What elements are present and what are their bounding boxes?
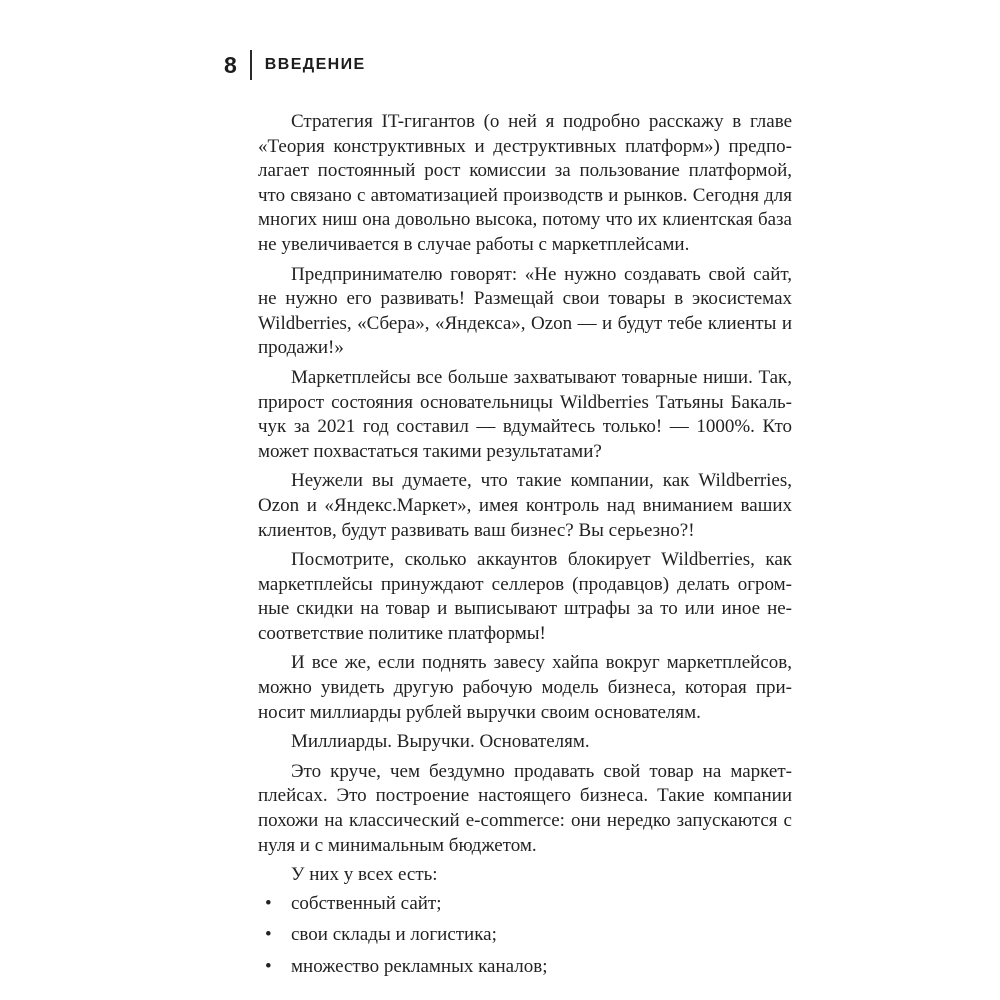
bullet-icon: • — [265, 924, 272, 946]
list-item — [258, 923, 792, 948]
paragraph-2: Предпринимателю говорят: «Не нужно создавать свой сайт, не нужно его развивать! Размещай свои товары в экосистемах Wildberries, «Сбера», «Яндекса», Ozon — и будут тебе клиенты и продажи!» — [258, 263, 792, 359]
list-item — [258, 955, 792, 980]
paragraph-6: И все же, если поднять завесу хайпа вокруг маркетплейсов, можно увидеть другую рабочую модель бизнеса, которая приносит миллиарды рублей выручки своим основателям. — [258, 652, 792, 723]
section-title: ВВЕДЕНИЕ — [264, 56, 366, 73]
paragraph-8: Это круче, чем бездумно продавать свой товар на маркетплейсах. Это построение настоящего бизнеса. Такие компании похожи на классический e-commerce: они нередко запускаются с нуля и с минимальным бюджетом. — [258, 760, 792, 856]
bullet-icon: • — [265, 956, 272, 977]
paragraph-5: Посмотрите, сколько аккаунтов блокирует Wildberries, как маркетплейсы принуждают селлеров (продавцов) делать огромные скидки на товар и выписывают штрафы за то или иное несоответствие политике платформы! — [258, 549, 792, 644]
bullet-list — [258, 892, 792, 980]
page-header — [224, 50, 366, 80]
paragraph-7: Миллиарды. Выручки. Основателям. — [291, 731, 590, 753]
paragraph-1: Стратегия IT-гигантов (о ней я подробно расскажу в главе «Теория конструктивных и деструктивных платформ») предполагает постоянный рост комиссии за пользование платформой, что связано с автоматизацией производств и рынков. Сегодня для многих ниш она довольно высока, потому что их клиентская база не увеличивается в случае работы с маркетплейсами. — [258, 111, 792, 255]
paragraph-4: Неужели вы думаете, что такие компании, как Wildberries, Ozon и «Яндекс.Маркет», имея контроль над вниманием ваших клиентов, будут развивать ваш бизнес? Вы серьезно?! — [258, 470, 792, 541]
list-item-text: собственный сайт; — [291, 892, 442, 914]
header-divider — [250, 50, 252, 80]
list-item-text: свои склады и логистика; — [291, 924, 497, 946]
list-item-text: множество рекламных каналов; — [291, 956, 548, 977]
list-intro: У них у всех есть: — [291, 864, 438, 886]
bullet-icon: • — [265, 892, 272, 914]
body-text — [258, 110, 792, 987]
paragraph-3: Маркетплейсы все больше захватывают товарные ниши. Так, прирост состояния основательницы Wildberries Татьяны Бакальчук за 2021 год составил — вдумайтесь только! — 1000%. Кто может похвастаться такими результатами? — [258, 366, 792, 462]
page-number: 8 — [224, 52, 237, 78]
list-item — [258, 892, 792, 917]
